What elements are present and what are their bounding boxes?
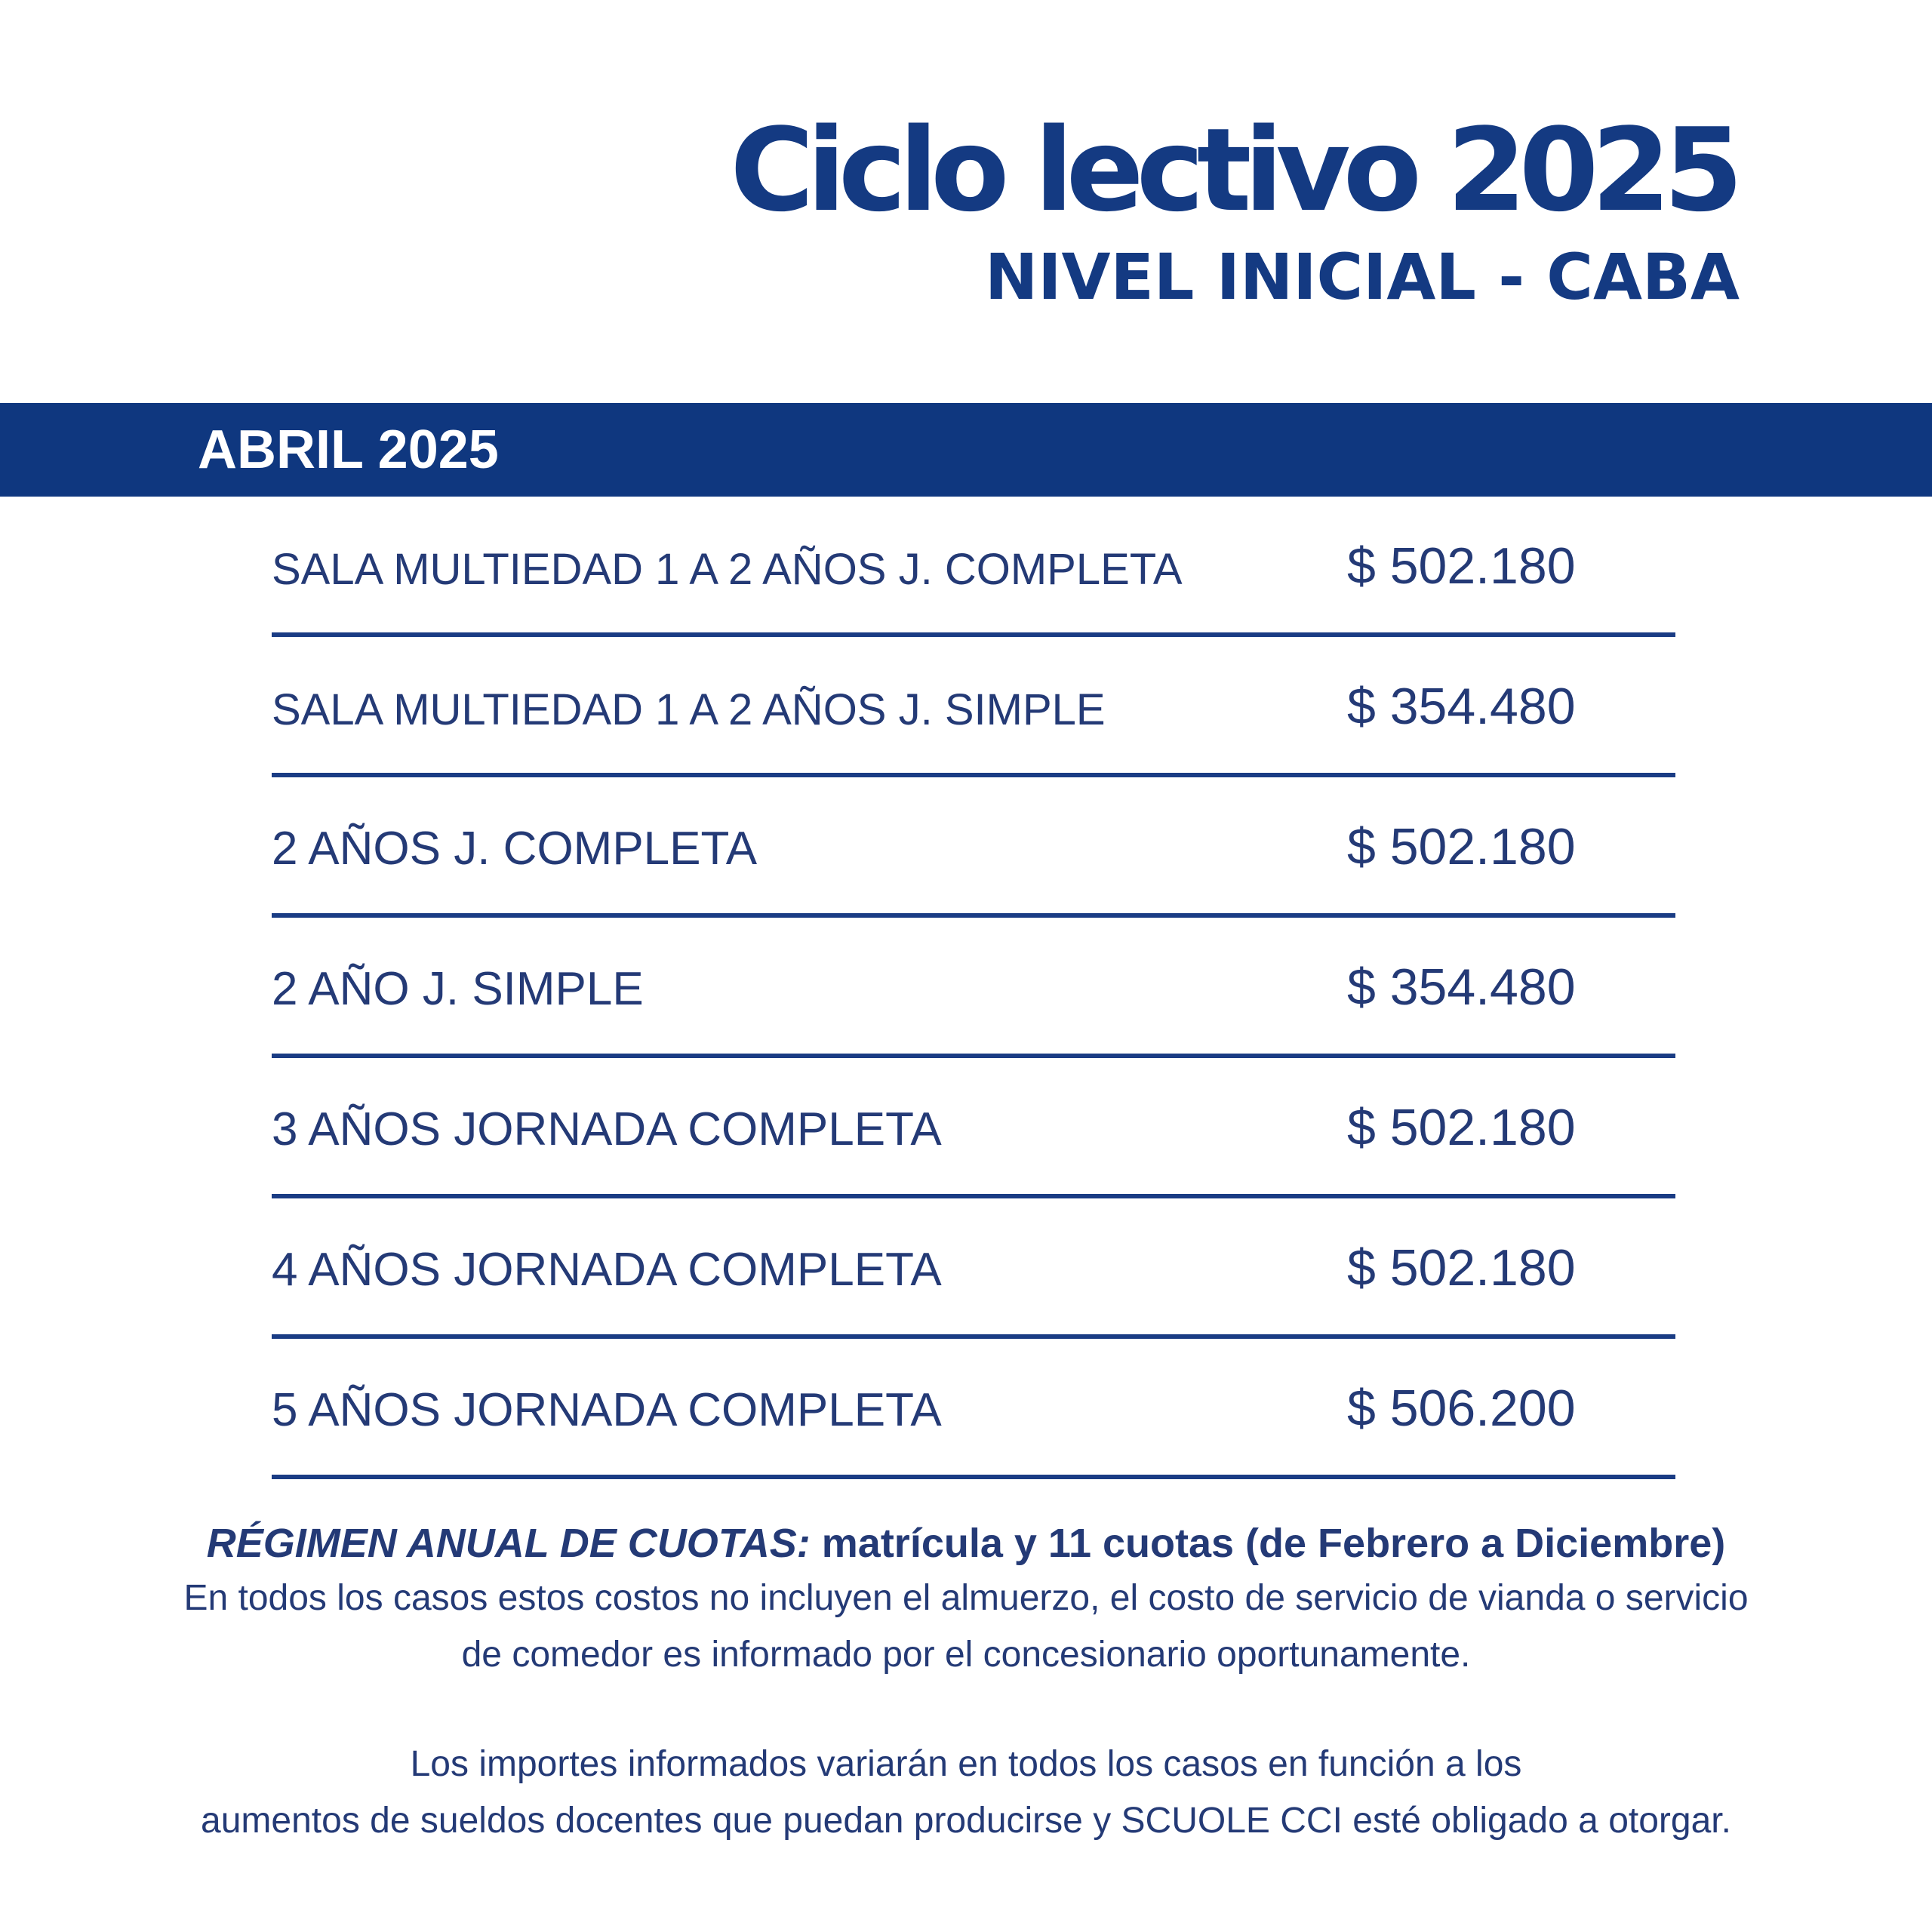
amounts-note-line: Los importes informados variarán en todos los casos en función a los	[410, 1744, 1522, 1785]
fee-row-label: SALA MULTIEDAD 1 A 2 AÑOS J. COMPLETA	[272, 545, 1183, 594]
fee-row-price: $ 502.180	[1347, 1239, 1576, 1297]
lunch-note-line: En todos los casos estos costos no incluyen el almuerzo, el costo de servicio de vianda o servicio	[183, 1578, 1749, 1619]
fee-row	[272, 637, 1675, 777]
fee-row	[272, 1339, 1675, 1479]
page-title: Ciclo lectivo 2025	[730, 103, 1736, 237]
fee-row-label: 2 AÑOS J. COMPLETA	[272, 823, 758, 875]
row-divider	[272, 1475, 1675, 1479]
fee-row-label: 3 AÑOS JORNADA COMPLETA	[272, 1103, 942, 1155]
regimen-lead: RÉGIMEN ANUAL DE CUOTAS:	[206, 1521, 811, 1566]
fee-row-price: $ 354.480	[1347, 678, 1576, 735]
fee-row-price: $ 354.480	[1347, 958, 1576, 1016]
fee-row-label: 4 AÑOS JORNADA COMPLETA	[272, 1244, 942, 1296]
regimen-note	[0, 1517, 1932, 1570]
fee-row-label: 5 AÑOS JORNADA COMPLETA	[272, 1384, 942, 1436]
fee-row-label: SALA MULTIEDAD 1 A 2 AÑOS J. SIMPLE	[272, 685, 1106, 734]
month-label: ABRIL 2025	[198, 420, 499, 480]
fee-row-price: $ 502.180	[1347, 818, 1576, 875]
fee-row	[272, 777, 1675, 918]
fee-row	[272, 1058, 1675, 1198]
fee-row-label: 2 AÑO J. SIMPLE	[272, 963, 644, 1015]
regimen-text: matrícula y 11 cuotas (de Febrero a Diciembre)	[810, 1521, 1726, 1566]
fee-row	[272, 918, 1675, 1058]
fee-row-price: $ 502.180	[1347, 537, 1576, 595]
fee-notes	[0, 1517, 1932, 1849]
fee-row-price: $ 502.180	[1347, 1099, 1576, 1156]
fee-row-price: $ 506.200	[1347, 1380, 1576, 1437]
lunch-note-line: de comedor es informado por el concesionario oportunamente.	[461, 1635, 1471, 1675]
month-banner	[0, 403, 1932, 497]
fee-row	[272, 497, 1675, 637]
fee-row	[272, 1198, 1675, 1339]
page-subtitle: NIVEL INICIAL - CABA	[984, 240, 1740, 314]
amounts-note-line: aumentos de sueldos docentes que puedan producirse y SCUOLE CCI esté obligado a otorgar.	[201, 1801, 1731, 1841]
